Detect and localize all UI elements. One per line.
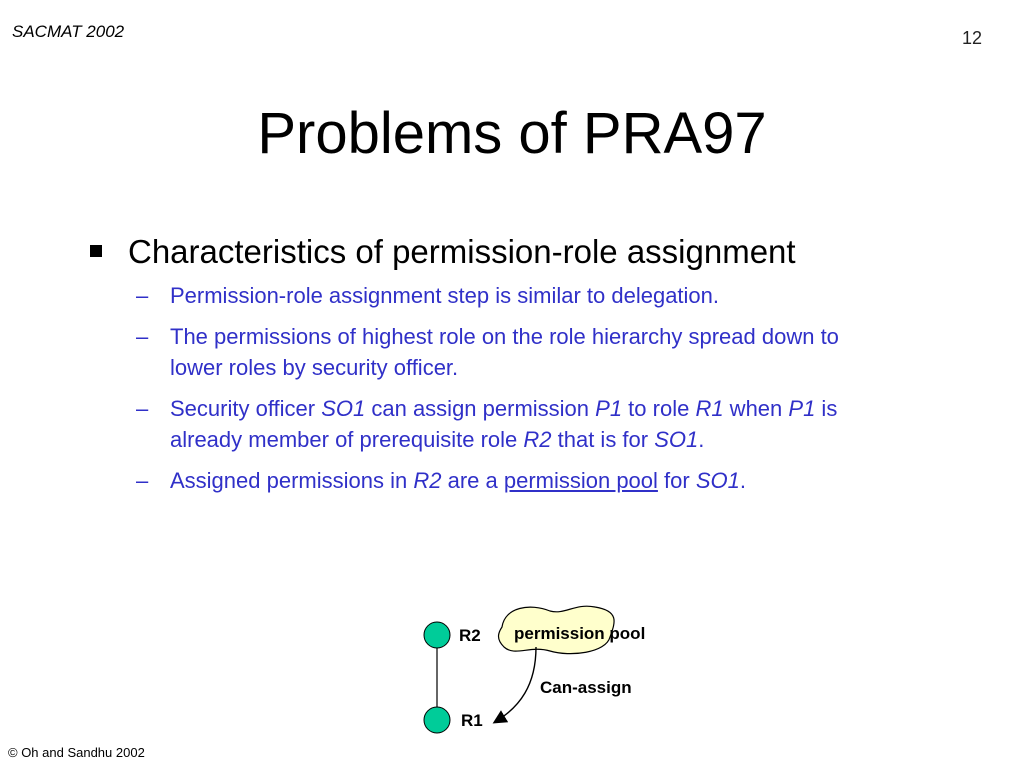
sub-bullet-1-text: Permission-role assignment step is similar to delegation. — [170, 283, 720, 308]
page-number: 12 — [961, 28, 982, 48]
sub-bullet-3 — [132, 393, 890, 455]
dash-icon: – — [136, 468, 149, 493]
slide-title: Problems of PRA97 — [257, 101, 767, 166]
sub-bullet-2-text: The permissions of highest role on the role hierarchy spread down to lower roles by security officer. — [170, 324, 839, 380]
sub-bullet-4-text: Assigned permissions in R2 are a permission pool for SO1. — [170, 468, 746, 493]
main-bullet — [90, 230, 970, 274]
sub-bullet-4 — [132, 465, 890, 496]
sub-bullet-2 — [132, 321, 890, 383]
role-label-r2: R2 — [459, 626, 481, 645]
permission-pool-term: permission pool — [503, 468, 658, 493]
role-hierarchy-diagram — [410, 595, 710, 740]
dash-icon: – — [136, 283, 149, 308]
main-bullet-text: Characteristics of permission-role assignment — [128, 233, 796, 270]
pool-label: permission pool — [514, 624, 646, 643]
dash-icon: – — [136, 396, 149, 421]
dash-icon: – — [136, 324, 149, 349]
bullet-list — [90, 230, 970, 506]
role-label-r1: R1 — [461, 711, 483, 730]
can-assign-label: Can-assign — [540, 678, 632, 697]
sub-bullet-3-text: Security officer SO1 can assign permission P1 to role R1 when P1 is already member of prerequisite role R2 that is for SO1. — [170, 396, 838, 452]
role-node-r2 — [424, 622, 450, 648]
role-node-r1 — [424, 707, 450, 733]
can-assign-arrow — [495, 647, 536, 722]
footer-copyright: © Oh and Sandhu 2002 — [8, 745, 145, 760]
sub-bullet-1 — [132, 280, 890, 311]
sub-bullet-list — [90, 280, 970, 496]
square-bullet-icon — [90, 245, 102, 257]
header-conference: SACMAT 2002 — [12, 22, 125, 41]
